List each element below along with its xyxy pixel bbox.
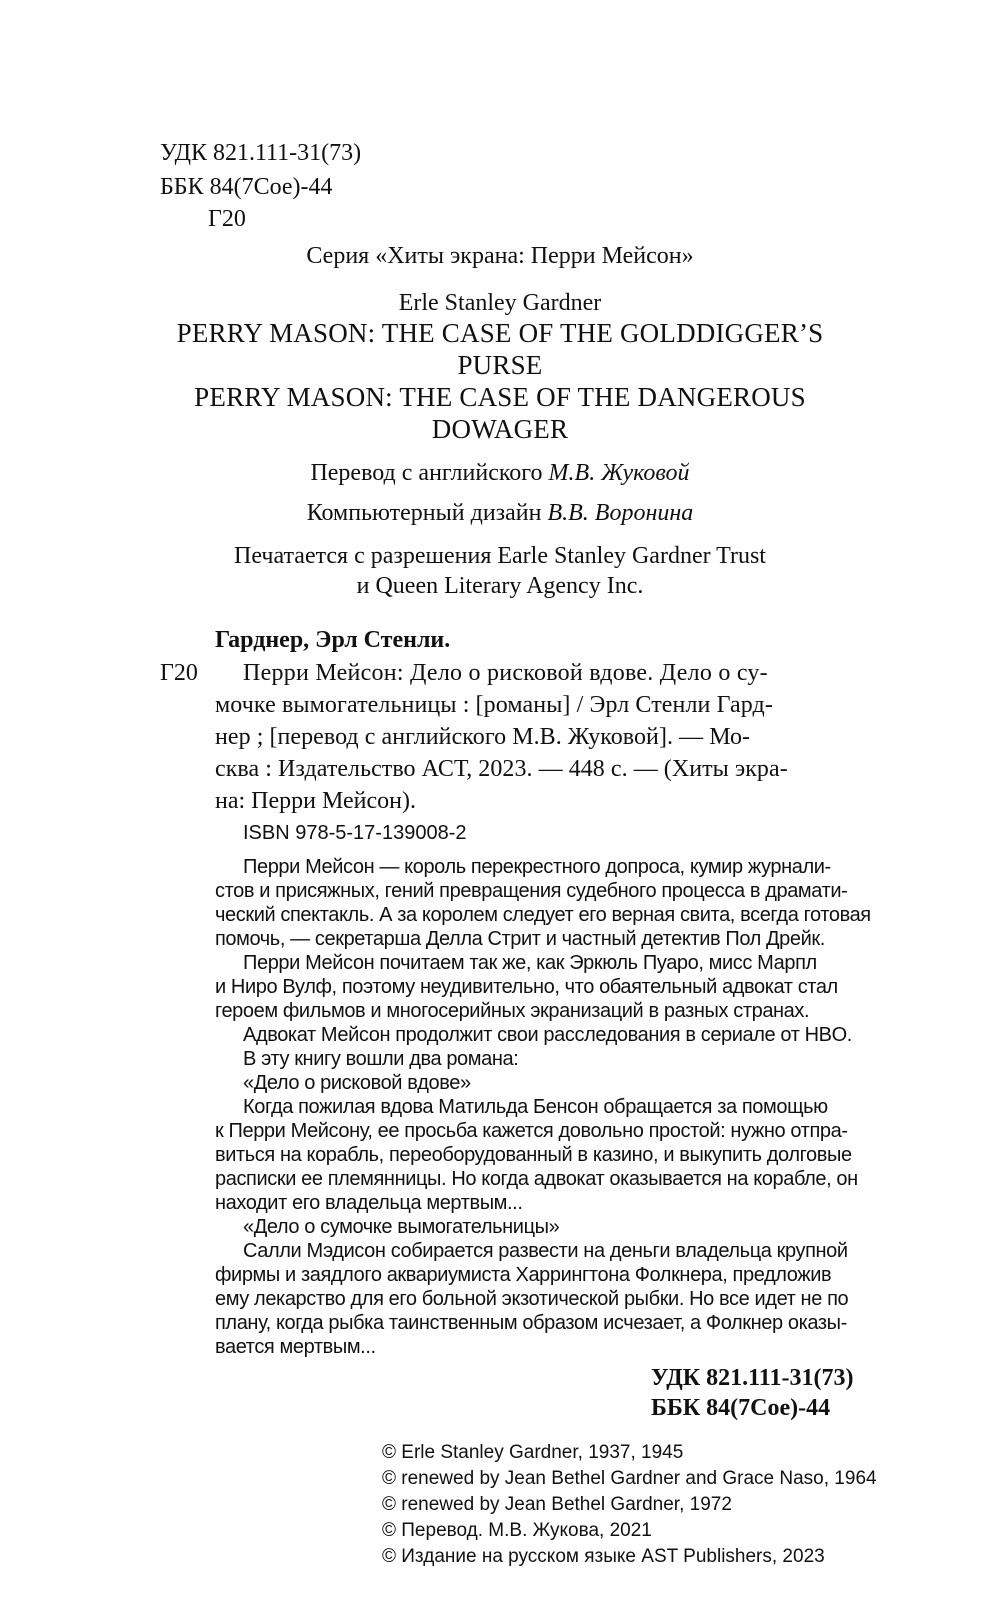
translator-name: М.В. Жуковой <box>548 460 690 486</box>
catalog-heading: Гарднер, Эрл Стенли. <box>215 627 451 653</box>
catalog-line: Перри Мейсон: Дело о рисковой вдове. Дело о су- <box>243 660 768 686</box>
description-line: «Дело о рисковой вдове» <box>243 1072 471 1094</box>
description-line: расписки ее племянницы. Но когда адвокат оказывается на корабле, он <box>215 1168 858 1190</box>
description-line: фирмы и заядлого аквариумиста Харрингтона Фолкнера, предложив <box>215 1264 832 1286</box>
catalog-sign: Г20 <box>160 660 198 686</box>
classification-udk: УДК 821.111-31(73) <box>651 1365 854 1391</box>
design-credit <box>0 500 1000 527</box>
permission-line-1: Печатается с разрешения Earle Stanley Gardner Trust <box>234 543 766 569</box>
description-line: Когда пожилая вдова Матильда Бенсон обращается за помощью <box>243 1096 828 1118</box>
bbk-code: ББК 84(7Сое)-44 <box>160 174 333 200</box>
description-line: героем фильмов и многосерийных экранизаций в разных странах. <box>215 1000 810 1022</box>
classification-bbk: ББК 84(7Сое)-44 <box>651 1395 831 1421</box>
description-line: виться на корабль, переоборудованный в казино, и выкупить долговые <box>215 1144 852 1166</box>
original-title-2-line-2: DOWAGER <box>431 414 569 444</box>
description-line: помочь, — секретарша Делла Стрит и частный детектив Пол Дрейк. <box>215 928 825 950</box>
description-line: В эту книгу вошли два романа: <box>243 1048 519 1070</box>
description-line: находит его владельца мертвым... <box>215 1192 523 1214</box>
catalog-line: сква : Издательство АСТ, 2023. — 448 с. — (Хиты экра- <box>215 756 788 782</box>
copyright-line: © Издание на русском языке AST Publishers, 2023 <box>382 1546 825 1567</box>
original-title-1-line-2: PURSE <box>457 350 543 380</box>
designer-name: В.В. Воронина <box>547 500 694 526</box>
copyright-line: © Перевод. М.В. Жукова, 2021 <box>382 1520 652 1541</box>
design-label: Компьютерный дизайн <box>306 500 548 526</box>
catalog-line: нер ; [перевод с английского М.В. Жуковой]. — Мо- <box>215 724 751 750</box>
original-title-1-line-1: PERRY MASON: THE CASE OF THE GOLDDIGGER’S <box>176 318 824 348</box>
catalog-line: мочке вымогательницы : [романы] / Эрл Стенли Гард- <box>215 692 773 718</box>
copyright-line: © renewed by Jean Bethel Gardner, 1972 <box>382 1494 732 1515</box>
catalog-line: на: Перри Мейсон). <box>215 788 416 814</box>
series-title: Серия «Хиты экрана: Перри Мейсон» <box>306 243 694 269</box>
description-line: и Ниро Вулф, поэтому неудивительно, что обаятельный адвокат стал <box>215 976 838 998</box>
description-line: Перри Мейсон — король перекрестного допроса, кумир журнали- <box>243 856 831 878</box>
description-line: стов и присяжных, гений превращения судебного процесса в драмати- <box>215 880 848 902</box>
description-line: ческий спектакль. А за королем следует его верная свита, всегда готовая <box>215 904 871 926</box>
description-line: Перри Мейсон почитаем так же, как Эркюль Пуаро, мисс Марпл <box>243 952 817 974</box>
copyright-line: © renewed by Jean Bethel Gardner and Grace Naso, 1964 <box>382 1468 877 1489</box>
permission-line-2: и Queen Literary Agency Inc. <box>356 573 644 599</box>
description-line: «Дело о сумочке вымогательницы» <box>243 1216 560 1238</box>
description-line: плану, когда рыбка таинственным образом исчезает, а Фолкнер оказы- <box>215 1312 847 1334</box>
isbn: ISBN 978-5-17-139008-2 <box>243 822 467 844</box>
udk-code: УДК 821.111-31(73) <box>160 140 362 166</box>
description-line: вается мертвым... <box>215 1336 376 1358</box>
translation-credit <box>0 460 1000 487</box>
description-line: к Перри Мейсону, ее просьба кажется довольно простой: нужно отпра- <box>215 1120 848 1142</box>
translation-label: Перевод с английского <box>310 460 549 486</box>
description-line: Салли Мэдисон собирается развести на деньги владельца крупной <box>243 1240 848 1262</box>
original-title-2-line-1: PERRY MASON: THE CASE OF THE DANGEROUS <box>194 382 806 412</box>
copyright-line: © Erle Stanley Gardner, 1937, 1945 <box>382 1442 684 1463</box>
description-line: Адвокат Мейсон продолжит свои расследования в сериале от HBO. <box>243 1024 852 1046</box>
original-author: Erle Stanley Gardner <box>398 290 602 316</box>
description-line: ему лекарство для его больной экзотической рыбки. Но все идет не по <box>215 1288 849 1310</box>
author-sign: Г20 <box>208 206 246 232</box>
